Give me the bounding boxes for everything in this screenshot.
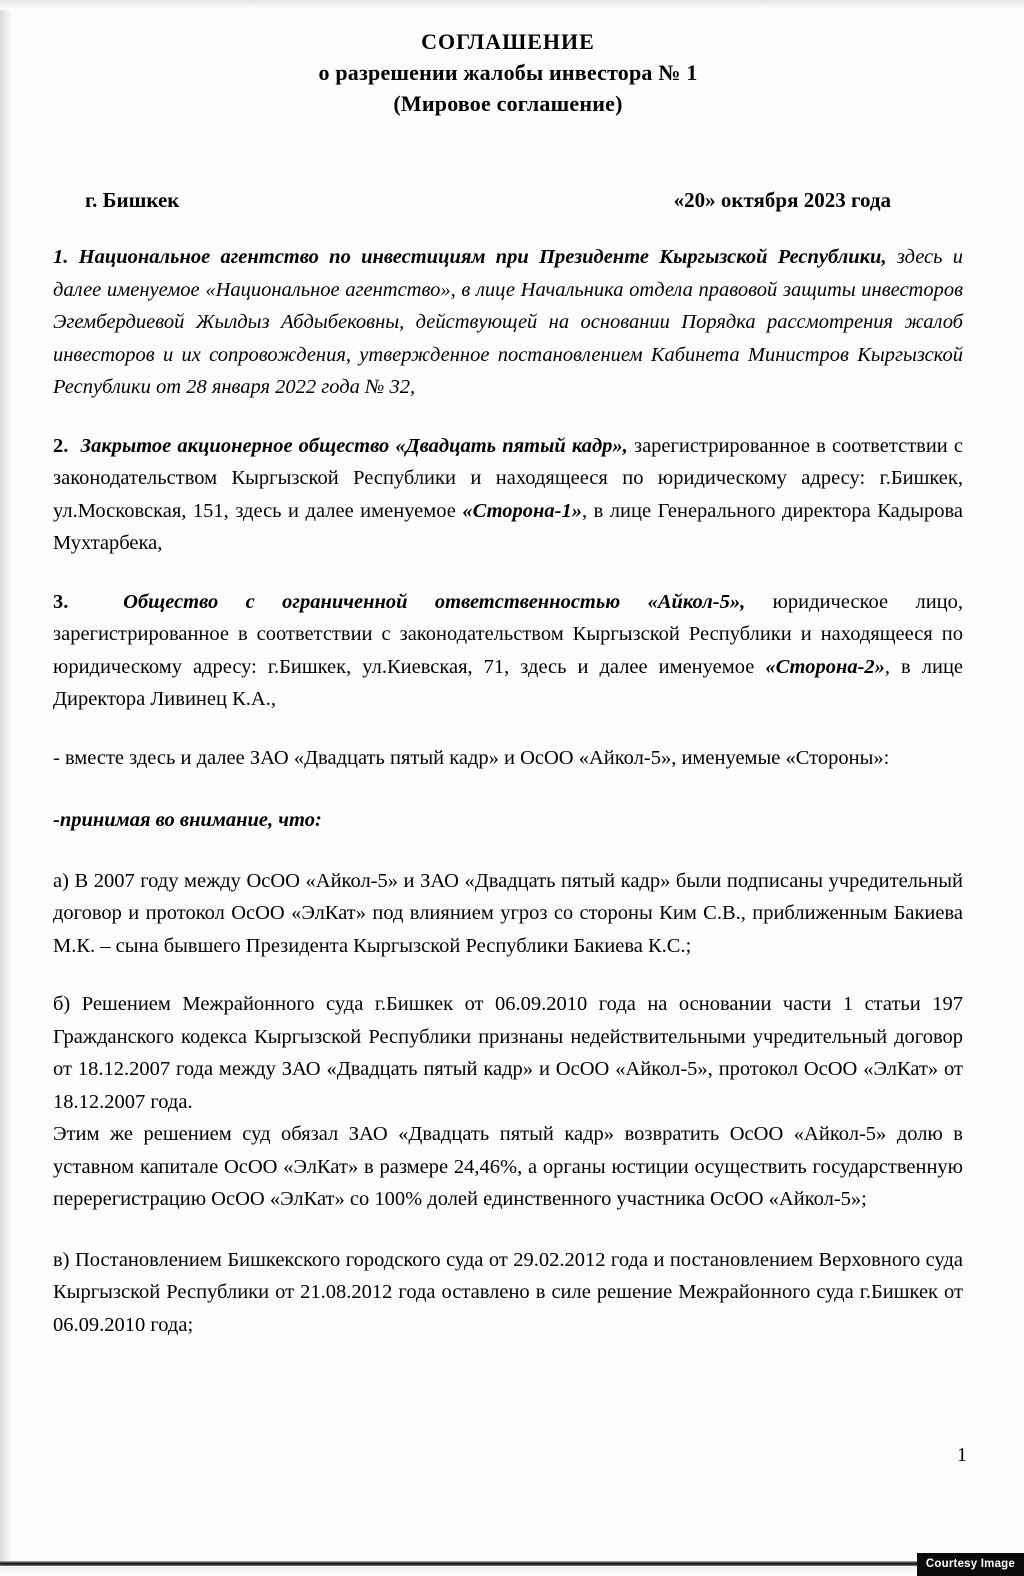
clause-2-tail: , в лице Генерального директора Кадырова Мухтарбека, [53,499,963,554]
clause-2-number: 2. [53,434,69,457]
clause-3-number: 3. [53,590,69,613]
courtesy-image-watermark: Courtesy Image [917,1553,1024,1576]
recital-a: а) В 2007 году между ОсОО «Айкол-5» и ЗАО «Двадцать пятый кадр» были подписаны учредительный договор и протокол ОсОО «ЭлКат» под влиянием угроз со стороны Ким С.В., приближенным Бакиева М.К. – сына бывшего Президента Кыргызской Республики Бакиева К.С.; [53,869,963,957]
date-of-signing: «20» октября 2023 года [673,188,891,212]
recital-v: в) Постановлением Бишкекского городского суда от 29.02.2012 года и постановлением Верховного суда Кыргызской Республики от 21.08.2012 года оставлено в силе решение Межрайонного суда г.Бишкек от 06.09.2010 года; [53,1248,963,1336]
clause-1-number: 1. [53,246,69,268]
clause-2-party-label: «Сторона-1» [462,499,582,522]
scanner-bottom-shadow [0,1566,1024,1576]
clause-1-lead: Национальное агентство по инвестициям при Президенте Кыргызской Республики, [78,246,887,268]
parties-together-clause: - вместе здесь и далее ЗАО «Двадцать пятый кадр» и ОсОО «Айкол-5», именуемые «Стороны»: [53,746,890,769]
page-subtitle-secondary: (Мировое соглашение) [393,91,623,116]
clause-3-party-label: «Сторона-2» [765,655,885,678]
clause-3-lead: Общество с ограниченной ответственностью «Айкол-5», [123,590,746,613]
clause-1-body: здесь и далее именуемое «Национальное агентство», в лице Начальника отдела правовой защиты инвесторов Эгембердиевой Жылдыз Абдыбековны, действующей на основании Порядка рассмотрения жалоб инвесторов и их сопровождения, утвержденное постановлением Кабинета Министров Кыргызской Республики от 28 января 2022 года № 32, [53,246,964,398]
scan-edge-shading-left [0,0,14,1576]
clause-1 [53,241,963,404]
page-subtitle: о разрешении жалобы инвестора № 1 [318,60,698,85]
clause-3-body: юридическое лицо, зарегистрированное в соответствии с законодательством Кыргызской Республики и находящееся по юридическому адресу: г.Бишкек, ул.Киевская, 71, здесь и далее именуемое [53,590,964,678]
clause-2-body: зарегистрированное в соответствии с законодательством Кыргызской Республики и находящееся по юридическому адресу: г.Бишкек, ул.Московская, 151, здесь и далее именуемое [53,434,964,522]
clause-3 [53,586,963,716]
page-title: СОГЛАШЕНИЕ [421,29,595,54]
document-content [53,0,963,1341]
place-and-date-row [53,186,963,214]
clause-3-tail: , в лице Директора Ливинец К.А., [53,655,964,710]
recital-b-part-2: Этим же решением суд обязал ЗАО «Двадцать пятый кадр» возвратить ОсОО «Айкол-5» долю в уставном капитале ОсОО «ЭлКат» в размере 24,46%, а органы юстиции осуществить государственную перерегистрацию ОсОО «ЭлКат» со 100% долей единственного участника ОсОО «Айкол-5»; [53,1123,963,1210]
recital-b-part-1: б) Решением Межрайонного суда г.Бишкек от 06.09.2010 года на основании части 1 статьи 197 Гражданского кодекса Кыргызской Республики признаны недействительными учредительный договор от 18.12.2007 года между ЗАО «Двадцать пятый кадр» и ОсОО «Айкол-5», протокол ОсОО «ЭлКат» от 18.12.2007 года. [53,993,963,1113]
whereas-heading: -принимая во внимание, что: [53,809,322,831]
clause-2-lead: Закрытое акционерное общество «Двадцать пятый кадр», [80,434,628,457]
page-number: 1 [957,1444,967,1466]
document-title-block [53,0,963,119]
clause-2 [53,430,963,560]
place-of-signing: г. Бишкек [85,188,180,212]
